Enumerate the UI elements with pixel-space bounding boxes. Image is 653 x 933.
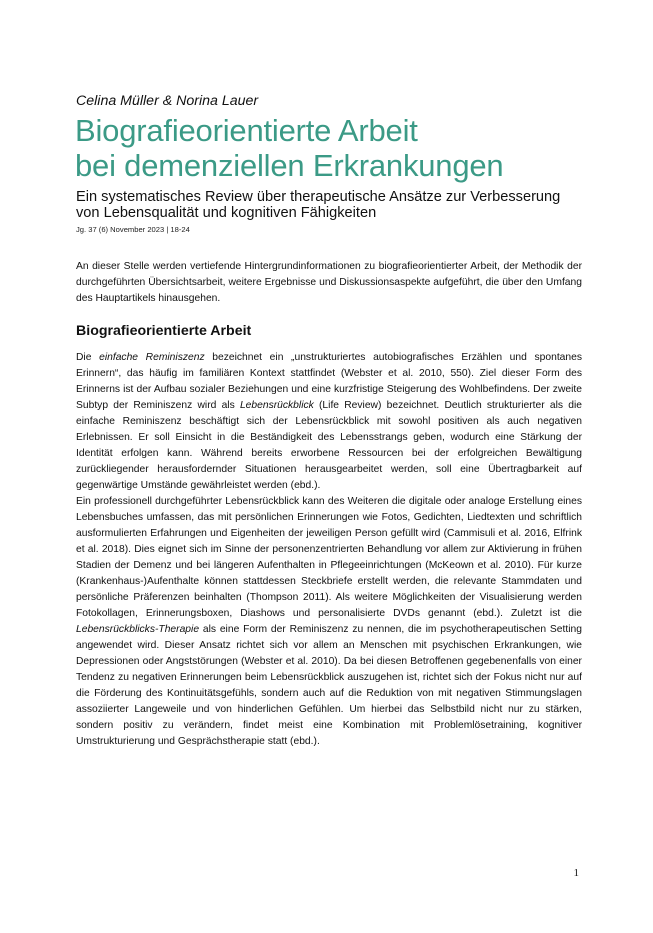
p1-text-e: (Life Review) bezeichnet. Deutlich strukturierter als die einfache Reminiszenz beschäftigt sich der Lebensrückblick mit sowohl positiven als auch negativen Erlebnissen. Er soll Einsicht in die Beständigkeit des Lebensstrangs geben, wodurch eine Stärkung der Identität erfolgen kann. Während bereits erworbene Ressourcen bei der erfolgreichen Bewältigung zurückliegender herausfordernder Situationen herausgearbeitet werden, soll eine Übertragbarkeit auf gegenwärtige Umstände gewährleistet werden (ebd.).: [76, 400, 583, 491]
p1-emphasis-lebensrueckblick: Lebensrückblick: [239, 400, 314, 411]
page-number: 1: [573, 867, 579, 879]
paragraph-1: [76, 350, 582, 494]
document-title: [75, 113, 582, 183]
p1-text-a: Die: [76, 352, 100, 363]
authors: Celina Müller & Norina Lauer: [76, 93, 259, 109]
title-line-1: Biografieorientierte Arbeit: [75, 113, 418, 148]
p2-text-a: Ein professionell durchgeführter Lebensrückblick kann des Weiteren die digitale oder analoge Erstellung eines Lebensbuches umfassen, das mit persönlichen Erinnerungen wie Fotos, Gedichten, Liedtexten und schriftlich ausformulierten Erfahrungen und Eigenheiten der jeweiligen Person gefüllt wird (Cammisuli et al. 2016, Elfrink et al. 2018). Dies eignet sich im Sinne der personenzentrierten Behandlung vor allem zur Aktivierung in frühen Stadien der Demenz und bei längeren Aufenthalten in Pflegeeinrichtungen (McKeown et al. 2010). Für kurze (Krankenhaus-)Aufenthalte können stattdessen Steckbriefe erstellt werden, die relevante Stammdaten und persönliche Präferenzen beinhalten (Thompson 2011). Als weitere Möglichkeiten der Visualisierung werden Fotokollagen, Erinnerungsboxen, Diashows und personalisierte DVDs genannt (ebd.). Zuletzt ist die: [76, 496, 582, 619]
p2-emphasis-lebensrueckblicks-therapie: Lebensrückblicks-Therapie: [76, 624, 200, 635]
publication-meta: Jg. 37 (6) November 2023 | 18-24: [76, 225, 190, 234]
section-heading: Biografieorientierte Arbeit: [76, 323, 252, 339]
paragraph-2: [76, 494, 582, 750]
p1-emphasis-einfache-reminiszenz: einfache Reminiszenz: [99, 352, 205, 363]
title-line-2: bei demenziellen Erkrankungen: [75, 148, 504, 183]
subtitle: Ein systematisches Review über therapeutische Ansätze zur Verbesserung von Lebensqualität und kognitiven Fähigkeiten: [76, 189, 561, 221]
document-page: [76, 92, 582, 750]
p1-text-c: bezeichnet ein „unstrukturiertes autobiografisches Erzählen und spontanes Erinnern“, das häufig im familiären Kontext stattfindet (Webster et al. 2010, 550). Ziel dieser Form des Erinnerns ist der Aufbau sozialer Beziehungen und eine kurzfristige Steigerung des Wohlbefindens. Der zweite Subtyp der Reminiszenz wird als: [76, 352, 583, 411]
p2-text-c: als eine Form der Reminiszenz zu nennen, die im psychotherapeutischen Setting angewendet wird. Dieser Ansatz richtet sich vor allem an Menschen mit psychischen Erkrankungen, wie Depressionen oder Angststörungen (Webster et al. 2010). Da bei diesen Betroffenen gegebenenfalls von einer Tendenz zu negativen Erinnerungen beim Lebensrückblick auszugehen ist, richtet sich der Fokus nicht nur auf die Förderung des Kontinuitätsgefühls, sondern auch auf die Reduktion von mit negativen Stimmungslagen assoziierter Langeweile und von hinderlichen Gefühlen. Um hierbei das Selbstbild nicht nur zu stärken, sondern positiv zu verändern, findet meist eine Kombination mit Problemlösetraining, kognitiver Umstrukturierung und Gesprächstherapie statt (ebd.).: [76, 624, 582, 747]
intro-paragraph: An dieser Stelle werden vertiefende Hintergrundinformationen zu biografieorientierter Arbeit, der Methodik der durchgeführten Übersichtsarbeit, weitere Ergebnisse und Diskussionsaspekte aufgeführt, die über den Umfang des Hauptartikels hinausgehen.: [76, 261, 582, 304]
